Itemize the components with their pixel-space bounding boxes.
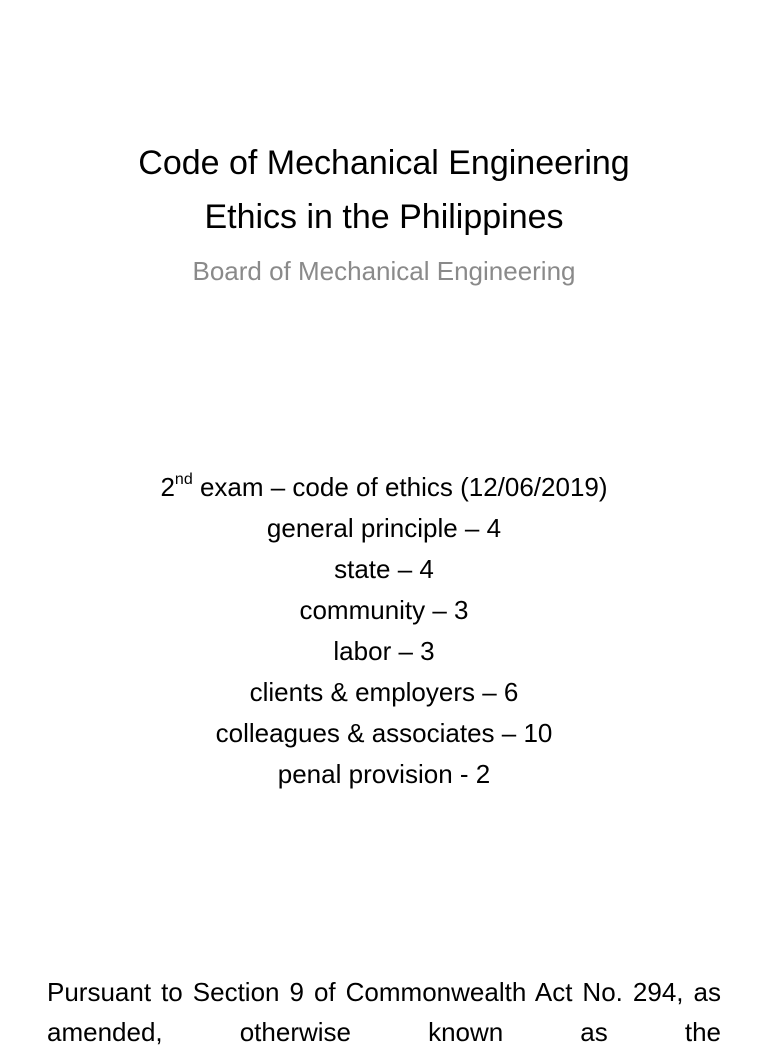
exam-item: community – 3: [299, 595, 469, 625]
exam-heading-text: exam – code of ethics (12/06/2019): [192, 472, 608, 502]
exam-item: general principle – 4: [266, 513, 502, 543]
exam-ordinal-number: 2: [160, 472, 175, 502]
exam-item: labor – 3: [333, 636, 435, 666]
body-line-2: 294, as amended, otherwise known as the: [47, 977, 721, 1047]
exam-item: clients & employers – 6: [249, 677, 519, 707]
body-paragraph: [47, 972, 721, 1052]
body-line-1: Pursuant to Section 9 of Commonwealth Act No.: [47, 977, 623, 1007]
document-subtitle: Board of Mechanical Engineering: [192, 256, 576, 286]
exam-item: state – 4: [334, 554, 434, 584]
document-title-line-1: Code of Mechanical Engineering: [138, 144, 630, 182]
document-title-line-2: Ethics in the Philippines: [204, 198, 564, 236]
exam-heading: [0, 467, 768, 508]
exam-breakdown: [0, 467, 768, 795]
exam-ordinal-suffix: nd: [174, 471, 193, 488]
title-block: [0, 136, 768, 288]
exam-item: penal provision - 2: [277, 759, 491, 789]
exam-item: colleagues & associates – 10: [215, 718, 553, 748]
